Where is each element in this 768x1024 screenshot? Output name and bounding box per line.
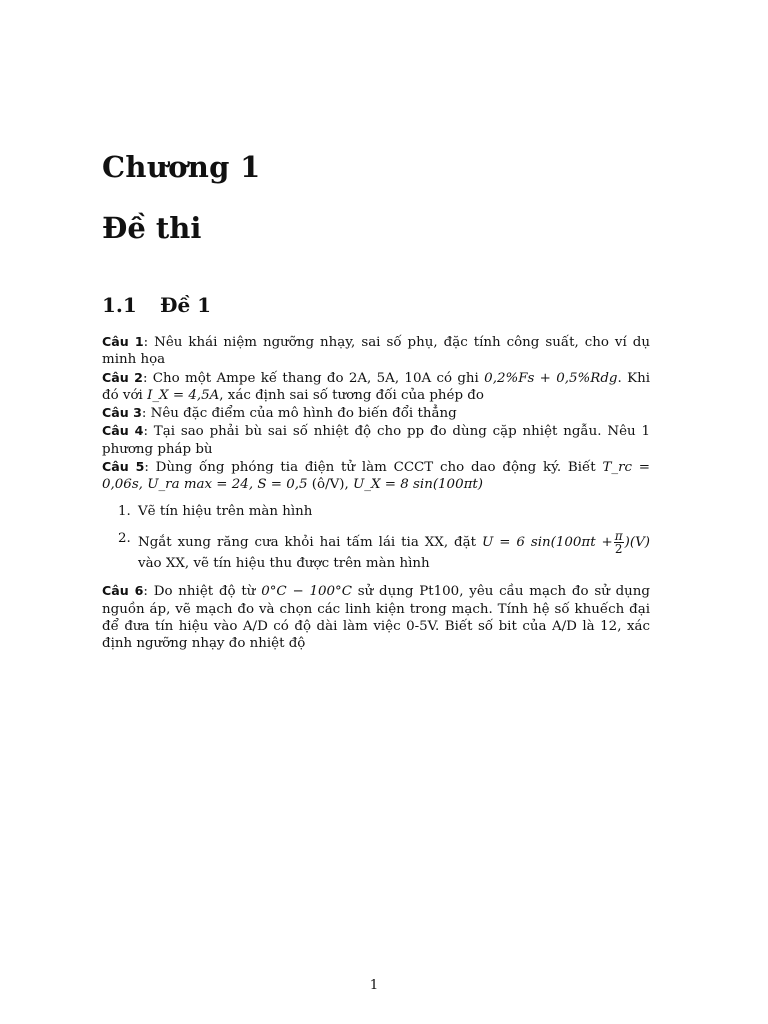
question-text: : Nêu đặc điểm của mô hình đo biến đổi thẳng	[141, 406, 457, 422]
question-label: Câu 2	[102, 369, 143, 385]
list-item-text: Ngắt xung răng cưa khỏi hai tấm lái tia XX, đặt	[138, 534, 482, 550]
exam-body	[102, 333, 650, 652]
page-number: 1	[369, 978, 379, 993]
math-formula: 0°C − 100°C	[261, 584, 352, 600]
question-3	[102, 404, 650, 422]
list-item-number: 1.	[118, 503, 131, 519]
list-item-text: Vẽ tín hiệu trên màn hình	[138, 503, 313, 519]
question-text: , xác định sai số tương đối của phép đo	[219, 387, 484, 403]
question-label: Câu 4	[102, 423, 144, 439]
question-text: : Dùng ống phóng tia điện tử làm CCCT cho dao động ký. Biết	[144, 460, 603, 476]
fraction	[614, 530, 624, 555]
question-5	[102, 458, 650, 494]
chapter-heading: Chương 1	[102, 150, 261, 184]
question-6	[102, 582, 650, 652]
section-title: Đề 1	[160, 293, 212, 317]
question-text: : Tại sao phải bù sai số nhiệt độ cho pp đo dùng cặp nhiệt ngẫu. Nêu 1 phương pháp bù	[102, 424, 650, 457]
math-formula: T_rc = 0,06s, U_ra max = 24, S = 0,5	[102, 460, 650, 493]
question-text: : Cho một Ampe kế thang đo 2A, 5A, 10A có ghi	[142, 370, 485, 386]
question-label: Câu 3	[102, 405, 142, 421]
fraction-denominator: 2	[614, 541, 623, 556]
math-formula: 0,2%Fs + 0,5%Rdg	[484, 370, 618, 386]
question-label: Câu 6	[102, 583, 144, 599]
question-1	[102, 333, 650, 369]
chapter-title: Đề thi	[102, 211, 202, 245]
question-text: sử dụng Pt100, yêu cầu mạch đo sử dụng nguồn áp, vẽ mạch đo và chọn các linh kiện trong mạch. Tính hệ số khuếch đại để đưa tín hiệu vào A/D có độ dài làm việc 0-5V. Biết số bit của A/D là 12, xác định ngưỡng nhạy đo nhiệt độ	[102, 584, 651, 652]
math-formula: U = 6 sin(100πt +	[481, 534, 613, 550]
list-item	[102, 503, 650, 520]
question-text: (ô/V),	[307, 477, 354, 493]
question-label: Câu 1	[102, 334, 144, 349]
math-formula: I_X = 4,5A	[147, 387, 220, 403]
question-text: . Khi đó với	[102, 370, 650, 403]
question-label: Câu 5	[102, 459, 145, 475]
section-number: 1.1	[102, 293, 137, 317]
question-text: : Nêu khái niệm ngưỡng nhạy, sai số phụ, đặc tính công suất, cho ví dụ minh họa	[102, 335, 650, 368]
list-item-text: vào XX, vẽ tín hiệu thu được trên màn hình	[138, 555, 430, 571]
list-item-number: 2.	[118, 530, 131, 546]
question-2	[102, 369, 650, 405]
math-formula: U_X = 8 sin(100πt)	[353, 477, 484, 493]
section-heading	[102, 293, 211, 317]
fraction-numerator: π	[614, 528, 623, 543]
question-4	[102, 422, 650, 458]
list-item	[102, 530, 650, 572]
question-5-sublist	[102, 503, 650, 573]
math-formula: )(V)	[624, 534, 651, 550]
question-text: : Do nhiệt độ từ	[143, 584, 262, 600]
